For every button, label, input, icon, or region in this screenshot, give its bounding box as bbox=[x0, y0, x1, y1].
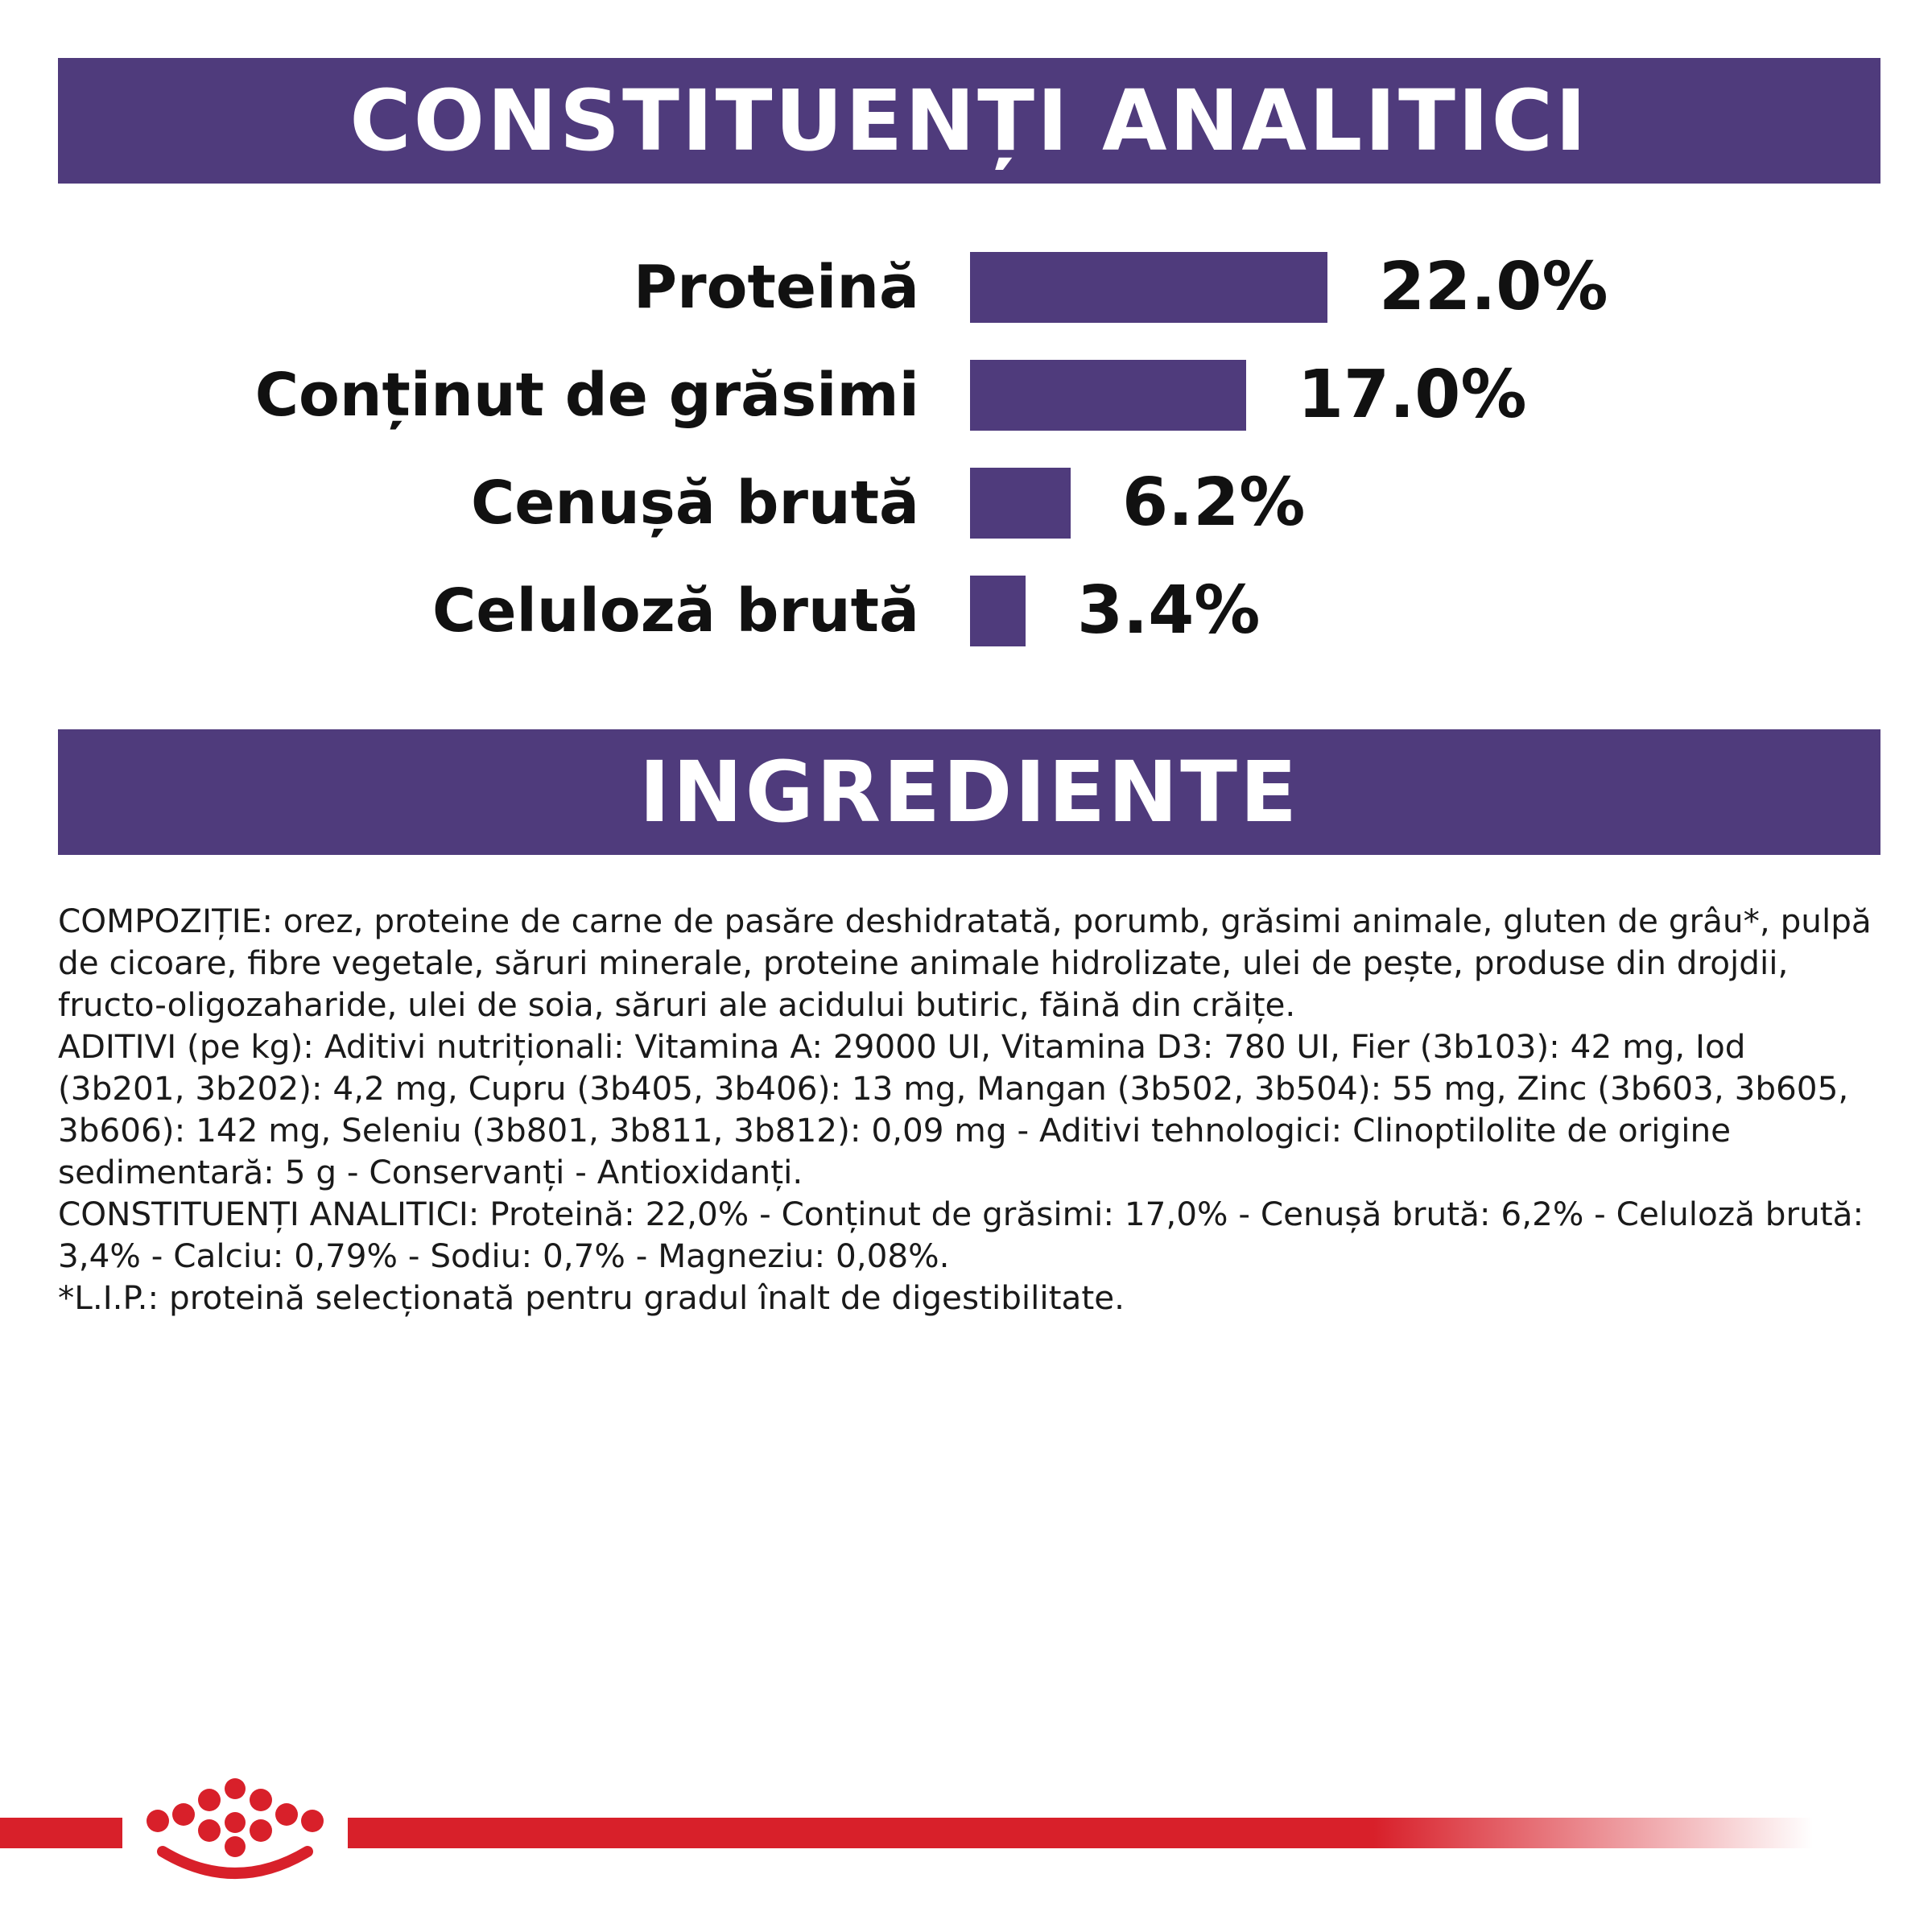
chart-row bbox=[0, 357, 1932, 433]
bar-value-label: 3.4% bbox=[1077, 572, 1261, 649]
bar-value-label: 22.0% bbox=[1379, 249, 1608, 325]
bar-label: Proteină bbox=[633, 253, 919, 322]
footer-red-line-right bbox=[348, 1818, 1813, 1848]
chart-row bbox=[0, 572, 1932, 649]
footer-red-line-left bbox=[0, 1818, 122, 1848]
footnote-paragraph: *L.I.P.: proteină selecționată pentru gradul înalt de digestibilitate. bbox=[58, 1278, 1125, 1317]
additives-paragraph: ADITIVI (pe kg): Aditivi nutriționali: Vitamina A: 29000 UI, Vitamina D3: 780 UI, Fier (3b103): 42 mg, Iod (3b201, 3b202): 4,2 mg, Cupru (3b405, 3b406): 13 mg, Mangan (3b502, 3b504): 55 mg, Zinc (3b603, 3b605, 3b606): 142 mg, Seleniu (3b801, 3b811, 3b812): 0,09 mg - Aditivi tehnologici: Clinoptilolite de origine sedimentară: 5 g - Conservanți - Antioxidanți. bbox=[58, 1027, 1849, 1191]
bar bbox=[970, 468, 1071, 539]
bar bbox=[970, 360, 1246, 431]
ingredients-text bbox=[58, 900, 1880, 1319]
bar bbox=[970, 252, 1327, 323]
chart-row bbox=[0, 464, 1932, 541]
chart-row bbox=[0, 249, 1932, 325]
ingredients-header-title: INGREDIENTE bbox=[638, 743, 1300, 841]
bar-label: Conținut de grăsimi bbox=[254, 361, 919, 430]
ingredients-header-band bbox=[58, 729, 1880, 855]
bar-value-label: 17.0% bbox=[1298, 357, 1527, 433]
composition-paragraph: COMPOZIȚIE: orez, proteine de carne de pasăre deshidratată, porumb, grăsimi animale, gluten de grâu*, pulpă de cicoare, fibre vegetale, săruri minerale, proteine animale hidrolizate, ulei de pește, produse din drojdii, fructo-oligozaharide, ulei de soia, săruri ale acidului butiric, făină din crăițe. bbox=[58, 902, 1872, 1024]
analytic-header-title: CONSTITUENȚI ANALITICI bbox=[349, 72, 1589, 170]
bar bbox=[970, 576, 1026, 646]
analytic-header-band bbox=[58, 58, 1880, 184]
analytic-paragraph: CONSTITUENȚI ANALITICI: Proteină: 22,0% - Conținut de grăsimi: 17,0% - Cenușă brută: 6,2% - Celuloză brută: 3,4% - Calciu: 0,79% - Sodiu: 0,7% - Magneziu: 0,08%. bbox=[58, 1195, 1864, 1275]
royal-canin-crown-icon bbox=[135, 1774, 335, 1887]
bar-value-label: 6.2% bbox=[1122, 464, 1306, 541]
bar-label: Celuloză brută bbox=[432, 576, 919, 646]
bar-label: Cenușă brută bbox=[470, 469, 919, 538]
